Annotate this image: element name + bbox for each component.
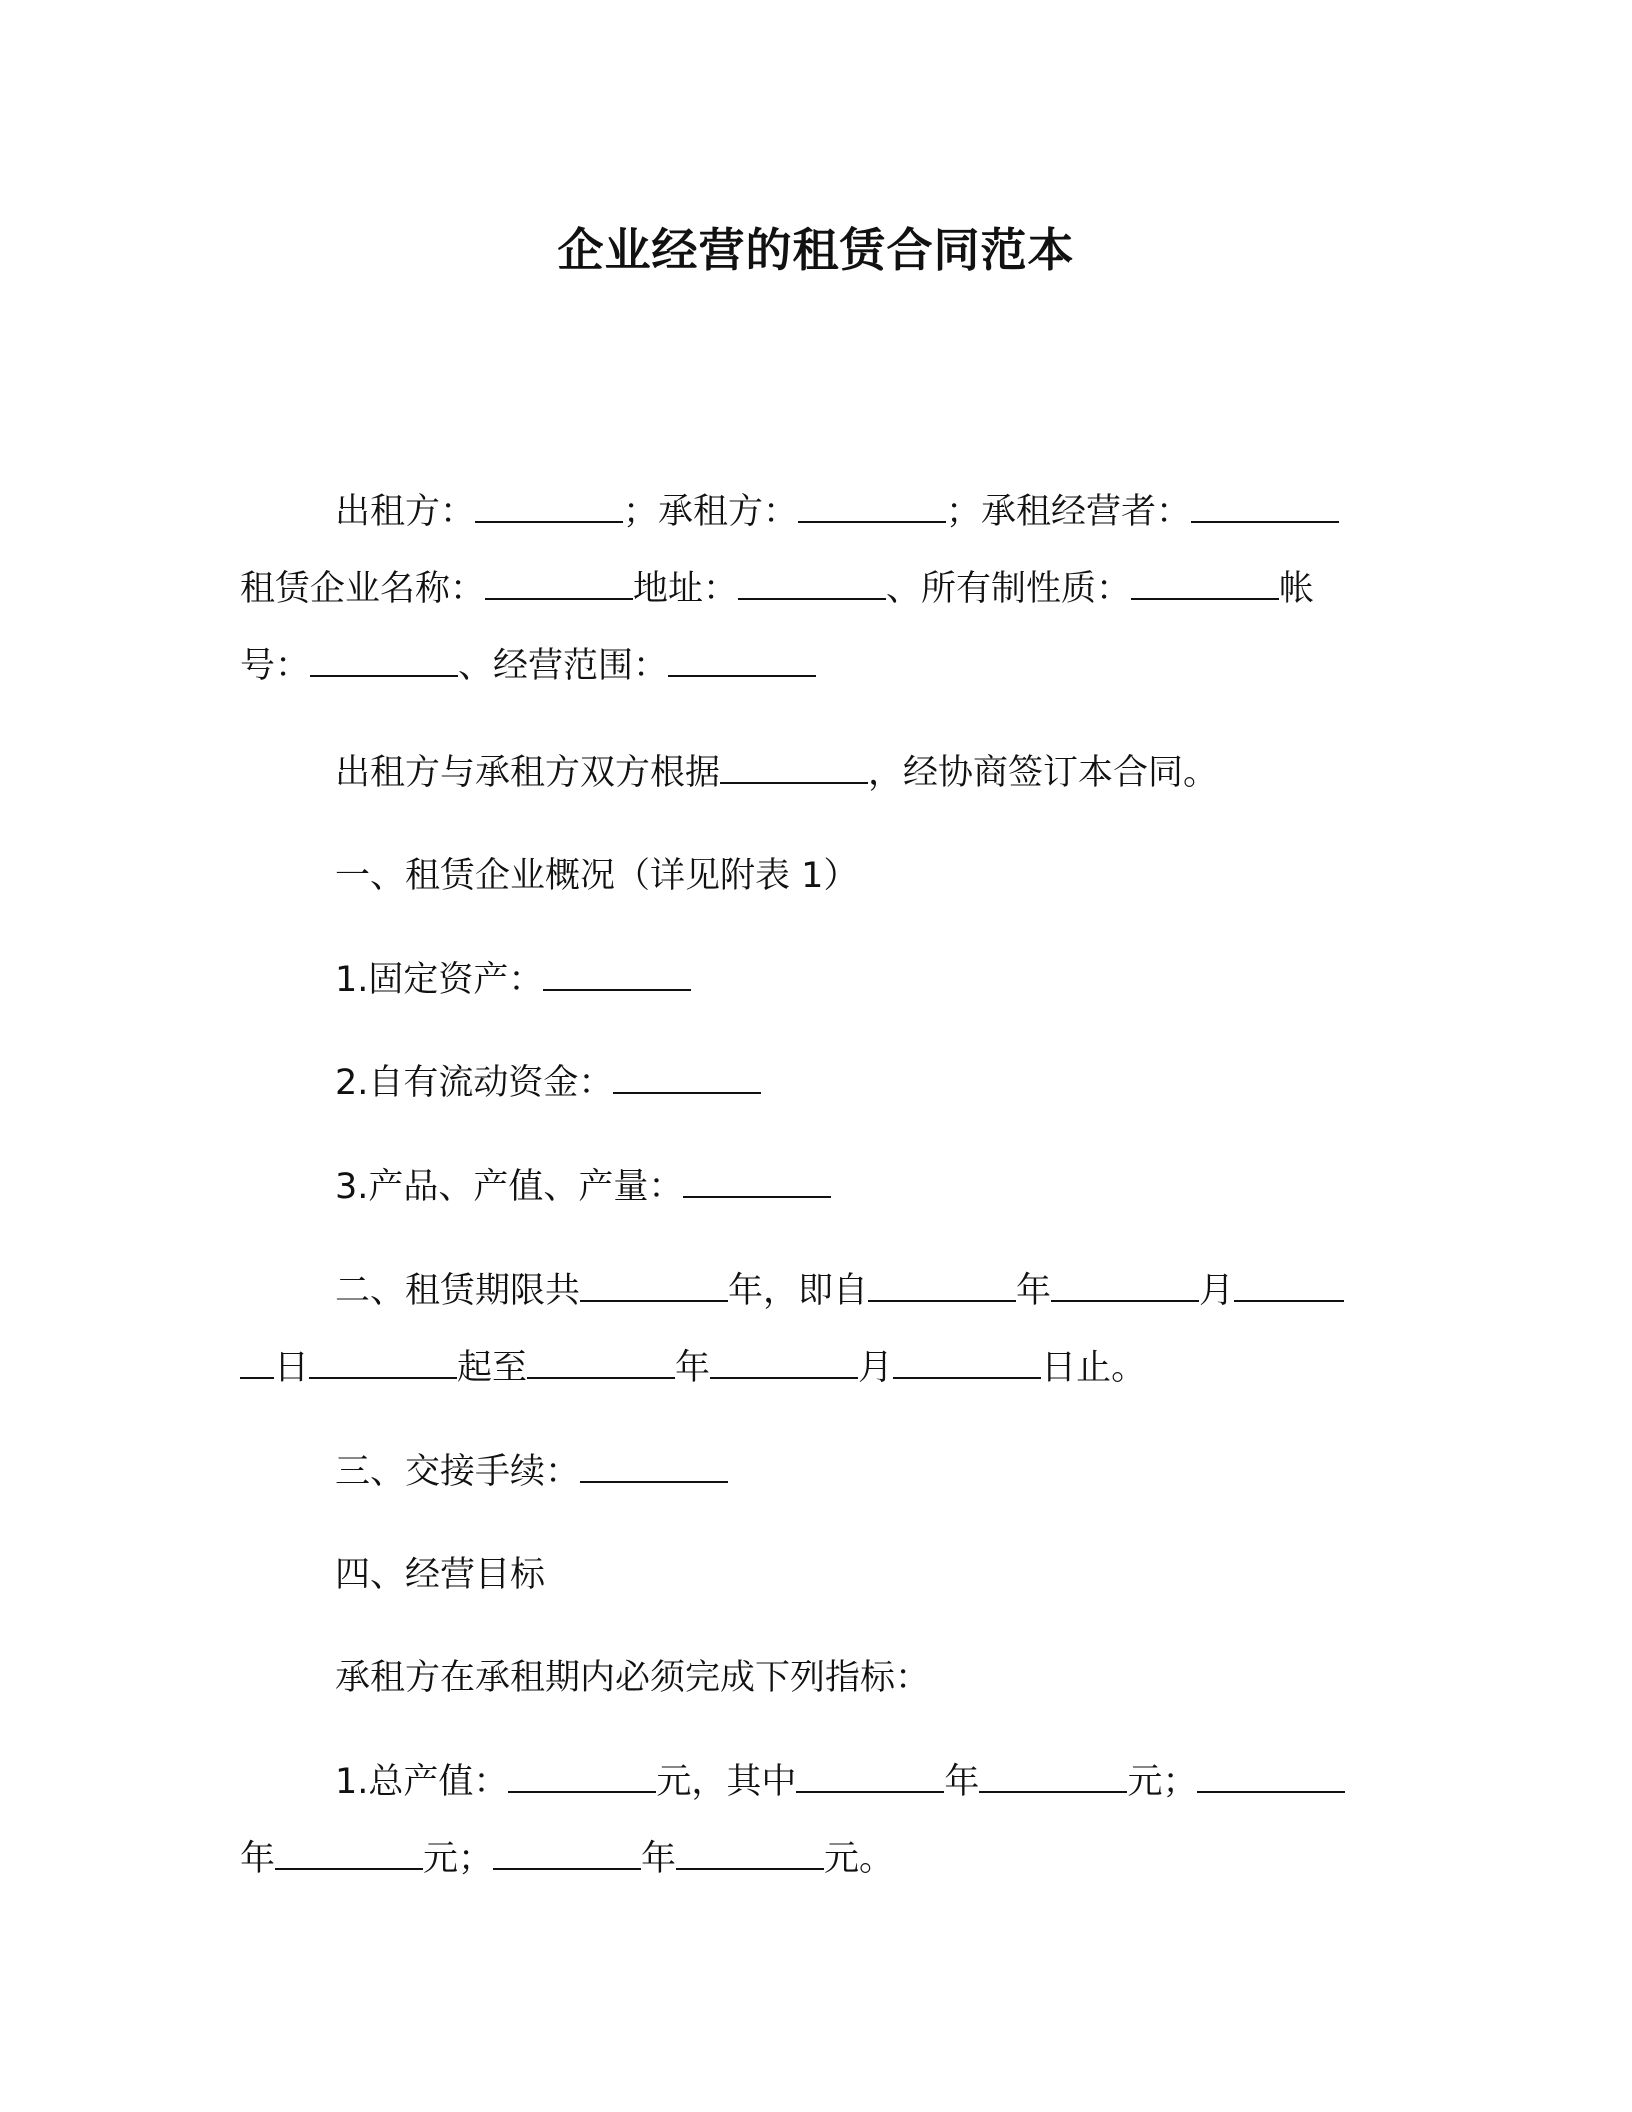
term-label: 二、租赁期限共	[335, 1271, 581, 1311]
parties-line-3	[240, 628, 1390, 705]
year2-amount-blank	[275, 1838, 423, 1870]
working-capital-item	[240, 1045, 1390, 1122]
end-month-blank	[710, 1347, 858, 1379]
working-capital-blank	[613, 1062, 761, 1094]
scope-blank	[668, 645, 816, 677]
account-label: 帐	[1279, 569, 1315, 609]
lessee-blank	[798, 491, 946, 523]
handover-label: 三、交接手续：	[335, 1452, 581, 1492]
address-label: 地址：	[633, 569, 739, 609]
start-day-label: 日	[274, 1348, 310, 1388]
section-3	[240, 1434, 1390, 1511]
start-day-blank	[1234, 1270, 1344, 1302]
document-title: 企业经营的租赁合同范本	[557, 223, 1075, 277]
total-output-yuan-label: 元，其中	[656, 1762, 797, 1802]
fixed-assets-label: 1.固定资产：	[335, 960, 544, 1000]
end-year-blank	[527, 1347, 675, 1379]
end-month-label: 月	[858, 1348, 894, 1388]
account-label-cont: 号：	[240, 646, 311, 686]
year1-amount-blank	[979, 1761, 1127, 1793]
account-blank	[310, 645, 458, 677]
intro-paragraph	[240, 735, 1390, 812]
year3-amount-blank	[676, 1838, 824, 1870]
year3-label: 年	[641, 1839, 677, 1879]
products-blank	[683, 1166, 831, 1198]
start-extra-blank	[309, 1347, 457, 1379]
year2-label: 年	[240, 1839, 276, 1879]
year2-yuan-label: 元；	[423, 1839, 494, 1879]
section-4-heading: 四、经营目标	[335, 1555, 546, 1595]
address-blank	[738, 568, 886, 600]
end-day-label: 日止。	[1041, 1348, 1147, 1388]
scope-label: 、经营范围：	[458, 646, 669, 686]
operator-label: ；承租经营者：	[946, 492, 1192, 532]
total-output-line-2	[240, 1821, 1390, 1898]
total-output-line-1	[240, 1744, 1390, 1821]
year1-yuan-label: 元；	[1127, 1762, 1198, 1802]
intro-text-post: ，经协商签订本合同。	[868, 753, 1219, 793]
company-name-label: 租赁企业名称：	[240, 569, 486, 609]
operator-blank	[1191, 491, 1339, 523]
year2-blank	[1197, 1761, 1345, 1793]
fixed-assets-blank	[543, 959, 691, 991]
ownership-label: 、所有制性质：	[886, 569, 1132, 609]
company-name-blank	[485, 568, 633, 600]
section-2-line-1	[240, 1253, 1390, 1330]
start-year-blank	[868, 1270, 1016, 1302]
products-label: 3.产品、产值、产量：	[335, 1167, 684, 1207]
intro-text-pre: 出租方与承租方双方根据	[335, 753, 721, 793]
end-year-label: 年	[675, 1348, 711, 1388]
end-day-blank	[893, 1347, 1041, 1379]
lessee-label: ；承租方：	[623, 492, 799, 532]
basis-blank	[720, 752, 868, 784]
lessor-label: 出租方：	[335, 492, 476, 532]
year1-label: 年	[944, 1762, 980, 1802]
parties-line-2	[240, 551, 1390, 628]
total-output-blank	[508, 1761, 656, 1793]
ownership-blank	[1131, 568, 1279, 600]
start-year-label: 年	[1016, 1271, 1052, 1311]
total-output-label: 1.总产值：	[335, 1762, 509, 1802]
working-capital-label: 2.自有流动资金：	[335, 1063, 614, 1103]
section-2-line-2	[240, 1330, 1390, 1407]
start-month-label: 月	[1199, 1271, 1235, 1311]
parties-line-1	[240, 474, 1390, 551]
term-years-blank	[580, 1270, 728, 1302]
start-month-blank	[1051, 1270, 1199, 1302]
fixed-assets-item	[240, 942, 1390, 1019]
term-from-label: 年，即自	[728, 1271, 869, 1311]
products-item	[240, 1149, 1390, 1226]
handover-blank	[580, 1451, 728, 1483]
start-day-blank-cont	[240, 1347, 274, 1379]
year3-blank	[493, 1838, 641, 1870]
term-to-label: 起至	[457, 1348, 528, 1388]
section-1-heading: 一、租赁企业概况（详见附表 1）	[335, 856, 859, 896]
year3-yuan-label: 元。	[824, 1839, 895, 1879]
year1-blank	[796, 1761, 944, 1793]
section-4-lead: 承租方在承租期内必须完成下列指标：	[335, 1658, 931, 1698]
lessor-blank	[475, 491, 623, 523]
